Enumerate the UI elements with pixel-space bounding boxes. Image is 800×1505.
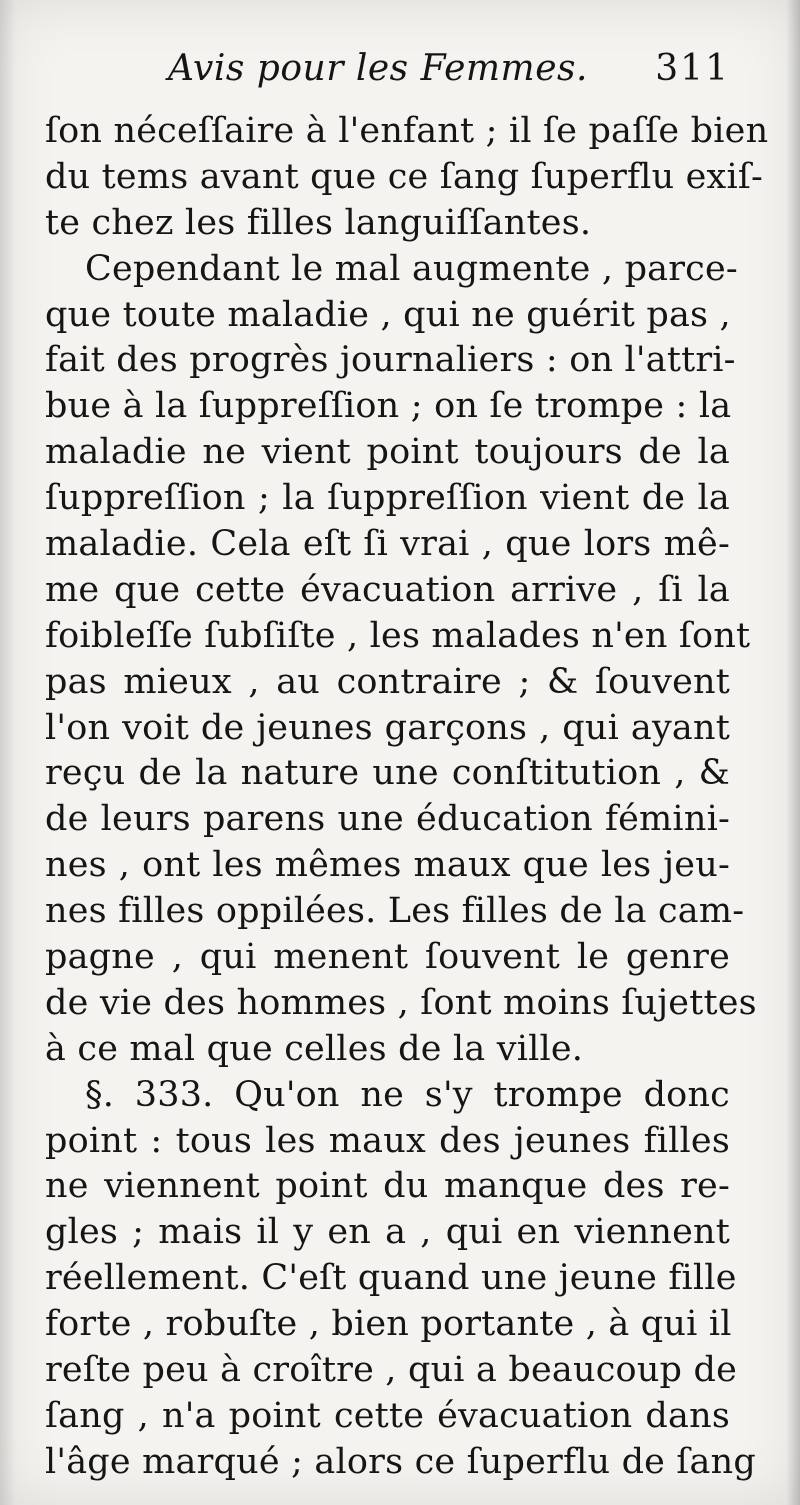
text-line: ne viennent point du manque des re- bbox=[45, 1166, 730, 1207]
text-line: nes , ont les mêmes maux que les jeu- bbox=[45, 845, 730, 886]
text-line: ſang , n'a point cette évacuation dans bbox=[45, 1395, 730, 1436]
running-title: Avis pour les Femmes. bbox=[168, 48, 588, 89]
text-line: bue à la ſuppreſſion ; on ſe trompe : la bbox=[45, 386, 732, 427]
page-number: 311 bbox=[655, 48, 730, 89]
text-line: §. 333. Qu'on ne s'y trompe donc bbox=[85, 1074, 730, 1115]
text-line: maladie. Cela eſt ſi vrai , que lors mê- bbox=[45, 524, 730, 565]
text-line: reſte peu à croître , qui a beaucoup de bbox=[45, 1350, 738, 1391]
text-line: maladie ne vient point toujours de la bbox=[45, 432, 730, 473]
text-line: me que cette évacuation arrive , ſi la bbox=[45, 569, 730, 610]
text-line: ſon néceſſaire à l'enfant ; il ſe paſſe bien bbox=[45, 111, 769, 151]
text-line: réellement. C'eſt quand une jeune fille bbox=[45, 1258, 737, 1299]
text-line: te chez les filles languiſſantes. bbox=[45, 202, 592, 243]
text-line: du tems avant que ce ſang ſuperflu exiſ- bbox=[45, 156, 764, 197]
text-line: point : tous les maux des jeunes filles bbox=[45, 1120, 730, 1161]
text-line: à ce mal que celles de la ville. bbox=[45, 1028, 584, 1069]
text-line: gles ; mais il y en a , qui en viennent bbox=[45, 1212, 730, 1253]
text-line: que toute maladie , qui ne guérit pas , bbox=[45, 294, 731, 335]
text-line: l'on voit de jeunes garçons , qui ayant bbox=[45, 707, 730, 748]
body-text bbox=[45, 108, 769, 1485]
text-line: ſuppreſſion ; la ſuppreſſion vient de la bbox=[45, 478, 730, 519]
page-edge-shadow bbox=[786, 0, 800, 1505]
text-line: de leurs parens une éducation fémini- bbox=[45, 799, 730, 840]
text-line: pagne , qui menent ſouvent le genre bbox=[45, 937, 730, 978]
text-line: reçu de la nature une conſtitution , & bbox=[45, 753, 730, 794]
text-line: foibleſſe ſubſiſte , les malades n'en ſont bbox=[45, 615, 751, 656]
text-line: nes filles oppilées. Les filles de la cam- bbox=[45, 891, 745, 932]
running-head bbox=[40, 48, 730, 98]
text-line: forte , robuſte , bien portante , à qui il bbox=[45, 1304, 732, 1345]
page-gutter-shadow bbox=[0, 0, 16, 1505]
text-line: de vie des hommes , ſont moins ſujettes bbox=[45, 982, 757, 1023]
text-line: l'âge marqué ; alors ce ſuperflu de ſang bbox=[45, 1441, 756, 1482]
text-line: Cependant le mal augmente , parce- bbox=[85, 248, 738, 289]
text-line: pas mieux , au contraire ; & ſouvent bbox=[45, 661, 730, 702]
text-line: fait des progrès journaliers : on l'attri- bbox=[45, 340, 736, 381]
